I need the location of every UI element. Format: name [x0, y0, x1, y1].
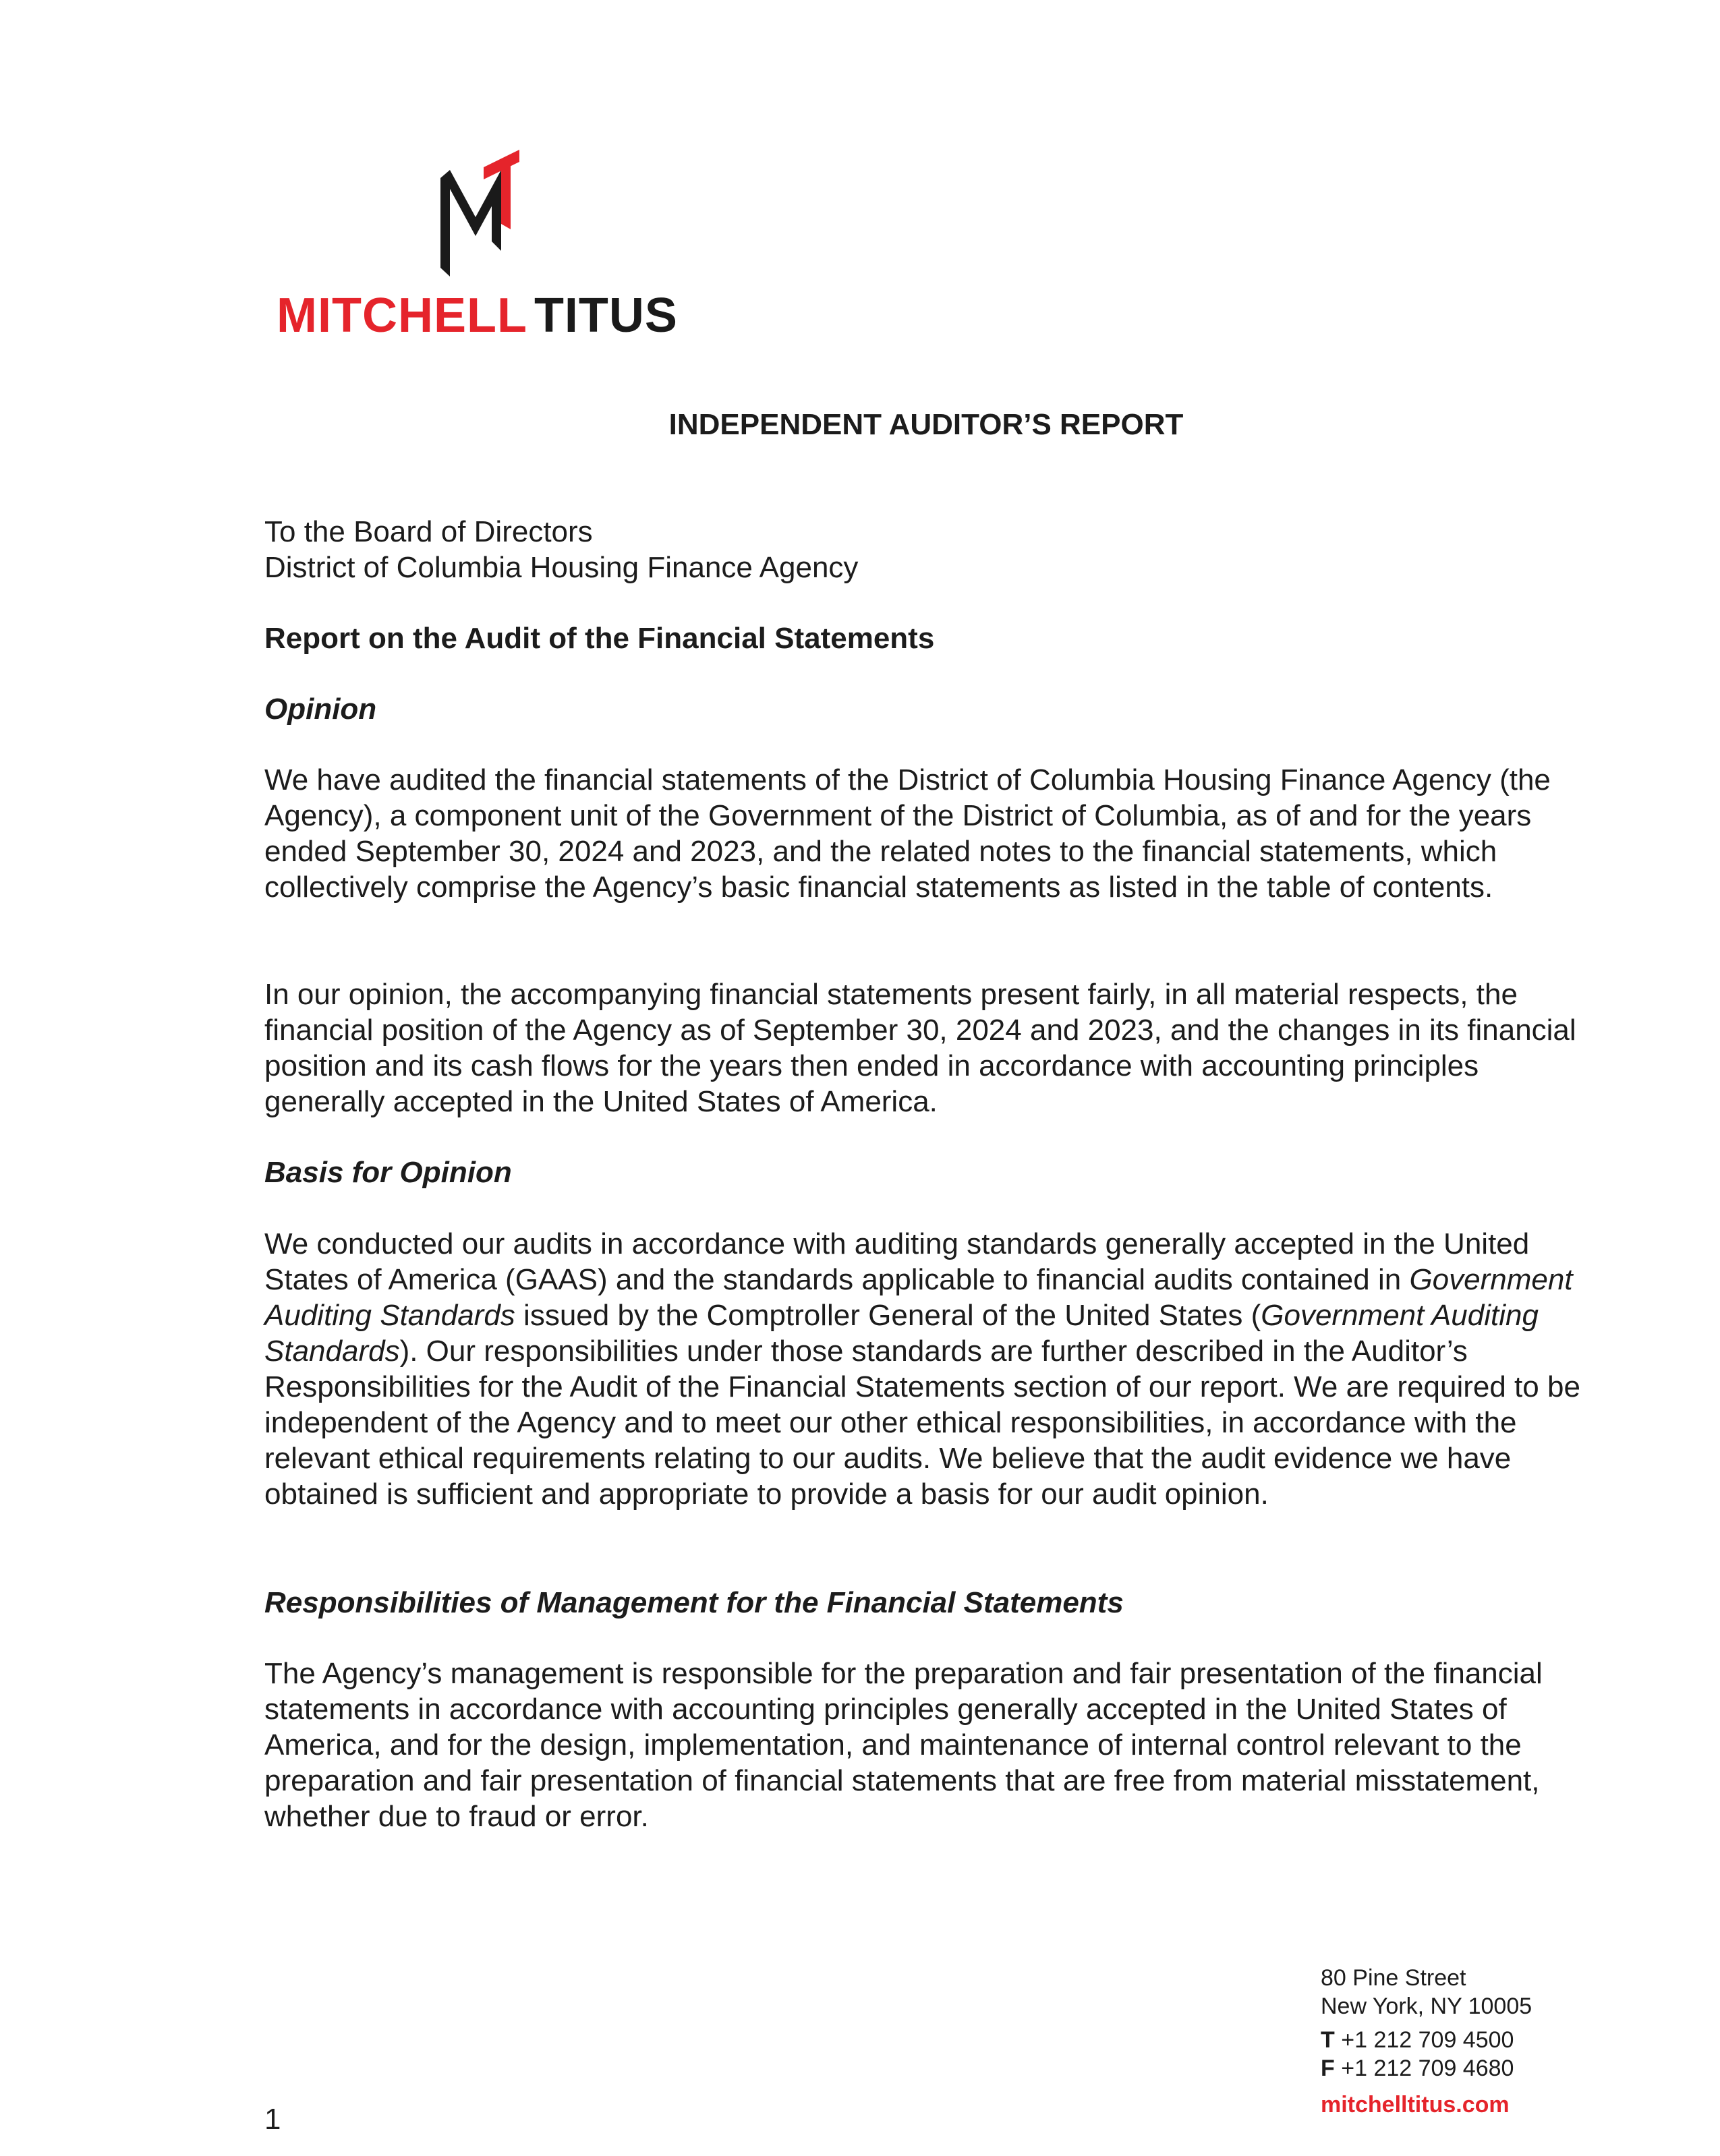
report-title-text: INDEPENDENT AUDITOR’S REPORT	[668, 408, 1184, 441]
fax-number: +1 212 709 4680	[1341, 2056, 1514, 2081]
logo-name-last: TITUS	[534, 289, 678, 343]
fax-label: F	[1321, 2056, 1335, 2081]
basis-paragraph	[264, 1226, 1600, 1512]
management-heading: Responsibilities of Management for the Financial Statements	[264, 1586, 1124, 1619]
report-section-heading: Report on the Audit of the Financial Statements	[264, 622, 935, 655]
basis-italic-1: Government Auditing Standards	[264, 1263, 1573, 1332]
address-street: 80 Pine Street	[1321, 1965, 1466, 1991]
logo-wordmark	[277, 289, 678, 343]
firm-address-block	[1321, 1964, 1532, 2119]
fax-line	[1321, 2054, 1532, 2082]
addressee-line-1: To the Board of Directors	[264, 515, 593, 548]
opinion-paragraph-2: In our opinion, the accompanying financial statements present fairly, in all material respects, the financial position of the Agency as of September 30, 2024 and 2023, and the changes in its financial position and its cash flows for the years then ended in accordance with accounting principles generally accepted in the United States of America.	[264, 978, 1576, 1118]
phone-number: +1 212 709 4500	[1341, 2027, 1514, 2053]
addressee-line-2: District of Columbia Housing Finance Agency	[264, 551, 859, 584]
opinion-heading: Opinion	[264, 693, 377, 726]
basis-italic-2: Government Auditing Standards	[264, 1299, 1539, 1368]
management-paragraph: The Agency’s management is responsible for the preparation and fair presentation of the financial statements in accordance with accounting principles generally accepted in the United States of America, and for the design, implementation, and maintenance of internal control relevant to the preparation and fair presentation of financial statements that are free from material misstatement, whether due to fraud or error.	[264, 1657, 1543, 1833]
basis-text-2: issued by the Comptroller General of the United States (	[515, 1299, 1261, 1332]
page-number: 1	[264, 2103, 281, 2136]
website-link[interactable]: mitchelltitus.com	[1321, 2092, 1510, 2118]
logo-name-first: MITCHELL	[277, 289, 527, 343]
phone-label: T	[1321, 2027, 1335, 2053]
address-city: New York, NY 10005	[1321, 1993, 1532, 2019]
basis-text-1: We conducted our audits in accordance with auditing standards generally accepted in the United States of America (GAAS) and the standards applicable to financial audits contained in	[264, 1227, 1530, 1296]
report-title	[0, 408, 1720, 442]
mitchell-titus-mt-monogram-icon	[435, 150, 526, 276]
basis-heading: Basis for Opinion	[264, 1156, 512, 1189]
basis-text-3: ). Our responsibilities under those standards are further described in the Auditor’s Responsibilities for the Audit of the Financial Statements section of our report. We are required to be independent of the Agency and to meet our other ethical responsibilities, in accordance with the relevant ethical requirements relating to our audits. We believe that the audit evidence we have obtained is sufficient and appropriate to provide a basis for our audit opinion.	[264, 1335, 1580, 1511]
addressee-block	[264, 514, 1600, 585]
opinion-paragraph-1: We have audited the financial statements of the District of Columbia Housing Finance Agency (the Agency), a component unit of the Government of the District of Columbia, as of and for the years ended September 30, 2024 and 2023, and the related notes to the financial statements, which collectively comprise the Agency’s basic financial statements as listed in the table of contents.	[264, 763, 1551, 904]
phone-line	[1321, 2026, 1532, 2054]
